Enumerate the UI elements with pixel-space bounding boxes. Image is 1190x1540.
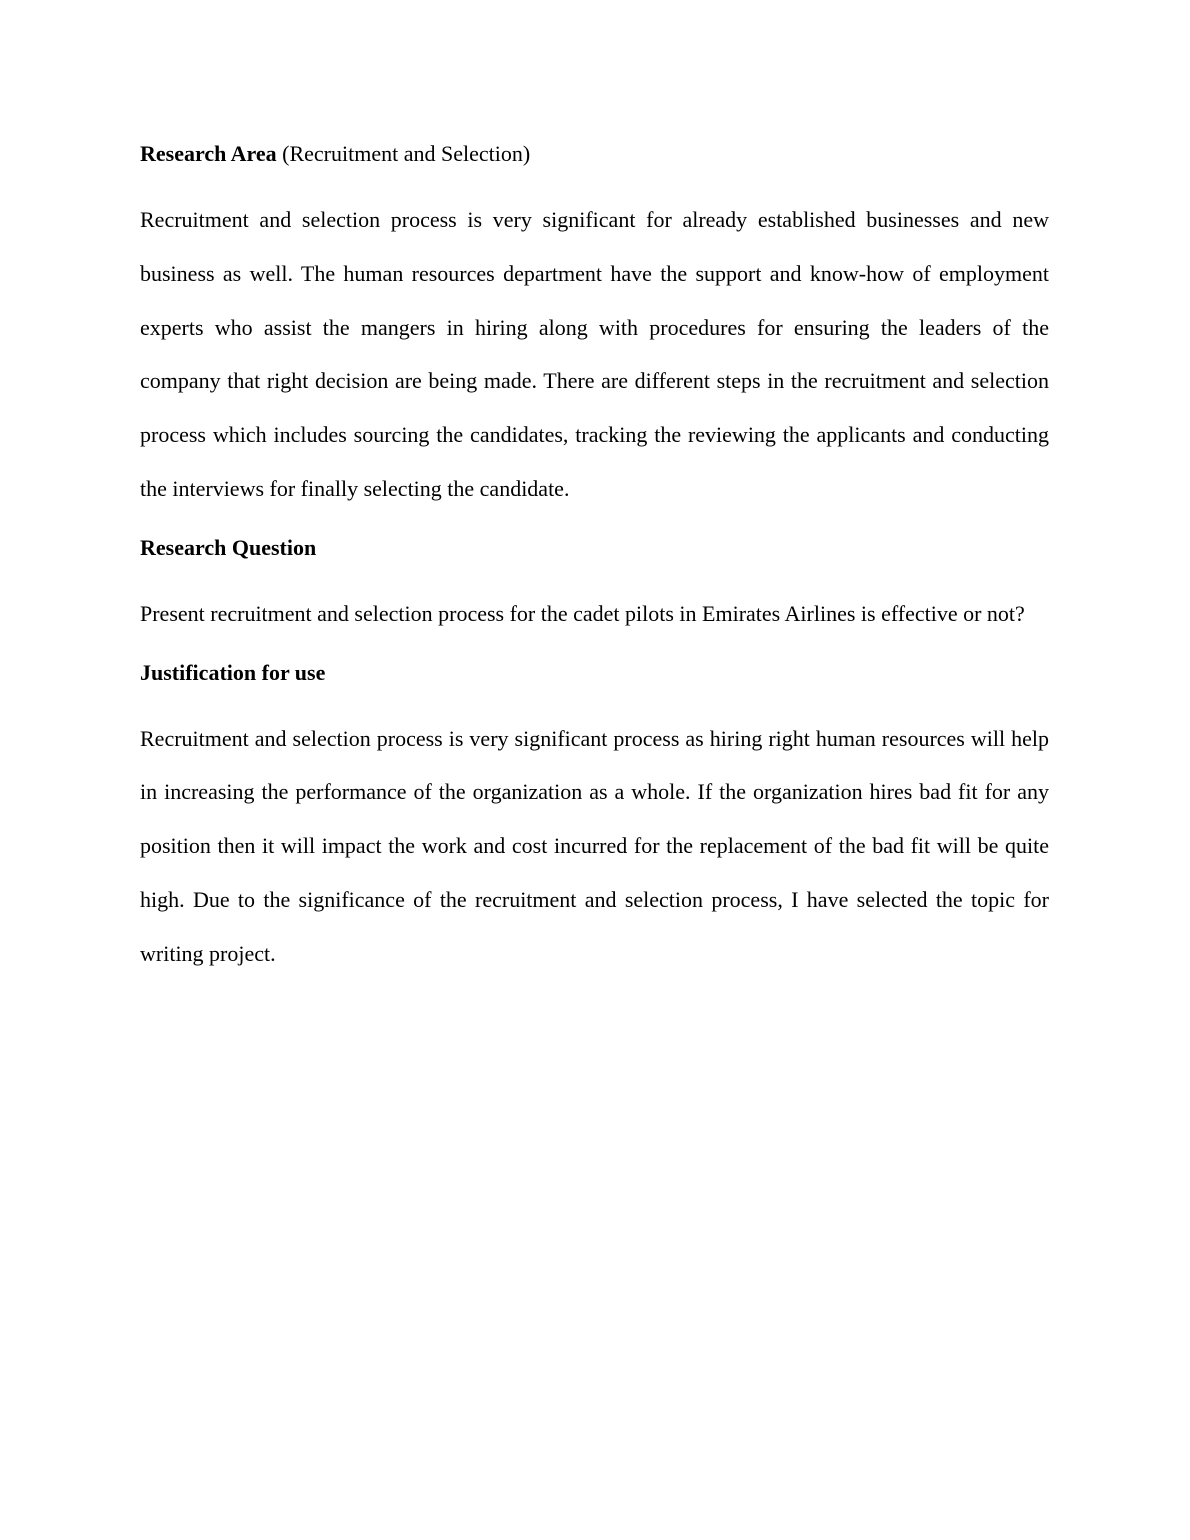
research-area-heading [140,137,1049,170]
justification-heading: Justification for use [140,659,326,685]
research-area-paragraph: Recruitment and selection process is very significant for already established businesses and new business as well. The human resources department have the support and know-how of employment experts who assist the mangers in hiring along with procedures for ensuring the leaders of the company that right decision are being made. There are different steps in the recruitment and selection process which includes sourcing the candidates, tracking the reviewing the applicants and conducting the interviews for finally selecting the candidate. [140,207,1049,501]
research-area-heading-bold: Research Area [140,141,277,166]
research-question-heading: Research Question [140,534,317,560]
research-area-heading-subtitle: (Recruitment and Selection) [276,141,531,166]
document-body [140,137,1049,981]
justification-paragraph: Recruitment and selection process is very significant process as hiring right human resources will help in increasing the performance of the organization as a whole. If the organization hires bad fit for any position then it will impact the work and cost incurred for the replacement of the bad fit will be quite high. Due to the significance of the recruitment and selection process, I have selected the topic for writing project. [140,725,1049,966]
research-question-paragraph: Present recruitment and selection process for the cadet pilots in Emirates Airlines is effective or not? [140,600,1025,626]
